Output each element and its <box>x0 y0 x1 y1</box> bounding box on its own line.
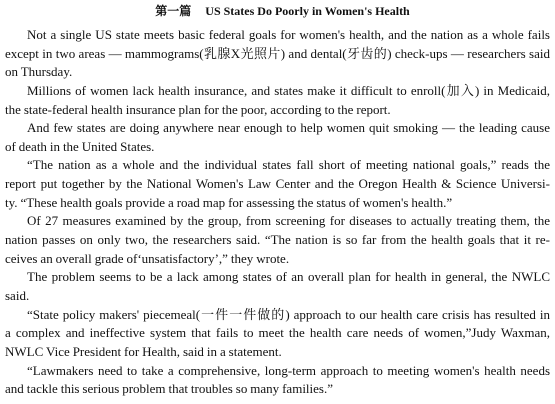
paragraph-7 <box>5 306 550 362</box>
paragraph-5 <box>5 212 550 268</box>
paragraph-line: Of 27 measures examined by the group, from screening for diseases to actually treating them, the <box>27 213 550 229</box>
paragraph-8 <box>5 362 550 399</box>
paragraph-line: and tackle this serious problem that troubles so many families.” <box>5 381 334 397</box>
section-label: 第一篇 <box>155 4 192 18</box>
paragraph-2 <box>5 82 550 119</box>
paragraph-line: a complex and ineffective system that fails to meet the health care needs of women,”Judy Waxman, <box>5 325 550 341</box>
paragraph-line: Millions of women lack health insurance, and states make it difficult to enroll(加入) in Medicaid, <box>27 82 550 98</box>
paragraph-line: The problem seems to be a lack among states of an overall plan for health in general, the NWLC <box>27 269 550 285</box>
paragraph-3 <box>5 119 550 156</box>
paragraph-line: except in two areas — mammograms(乳腺X光照片) and dental(牙齿的) check-ups — researchers said <box>5 45 550 61</box>
paragraph-line: nation passes on only two, the researchers said. “The nation is so far from the health goals that it re- <box>5 232 550 248</box>
article-heading <box>5 0 550 26</box>
document-page <box>5 0 550 399</box>
article-title: US States Do Poorly in Women's Health <box>205 4 410 18</box>
paragraph-line: “Lawmakers need to take a comprehensive, long-term approach to meeting women's health needs <box>27 362 550 378</box>
paragraph-line: on Thursday. <box>5 64 73 80</box>
paragraph-line: said. <box>5 287 30 303</box>
paragraph-line: “State policy makers' piecemeal(一件一件做的) approach to our health care crisis has resulted in <box>27 306 550 322</box>
paragraph-line: ceives an overall grade of‘unsatisfactory’,” they wrote. <box>5 250 290 266</box>
paragraph-1 <box>5 26 550 82</box>
paragraph-line: Not a single US state meets basic federal goals for women's health, and the nation as a whole fails <box>27 27 550 42</box>
paragraph-6 <box>5 268 550 305</box>
paragraph-line: the state-federal health insurance plan for the poor, according to the report. <box>5 101 391 117</box>
paragraph-line: NWLC Vice President for Health, said in a statement. <box>5 343 282 359</box>
paragraph-4 <box>5 156 550 212</box>
paragraph-line: of death in the United States. <box>5 138 155 154</box>
paragraph-line: “The nation as a whole and the individual states fall short of meeting national goals,” reads the <box>27 157 550 173</box>
paragraph-line: report put together by the National Women's Law Center and the Oregon Health & Science Universi- <box>5 176 550 192</box>
paragraph-line: ty. “These health goals provide a road map for assessing the status of women's health.” <box>5 194 453 210</box>
paragraph-line: And few states are doing anywhere near enough to help women quit smoking — the leading cause <box>27 120 550 136</box>
